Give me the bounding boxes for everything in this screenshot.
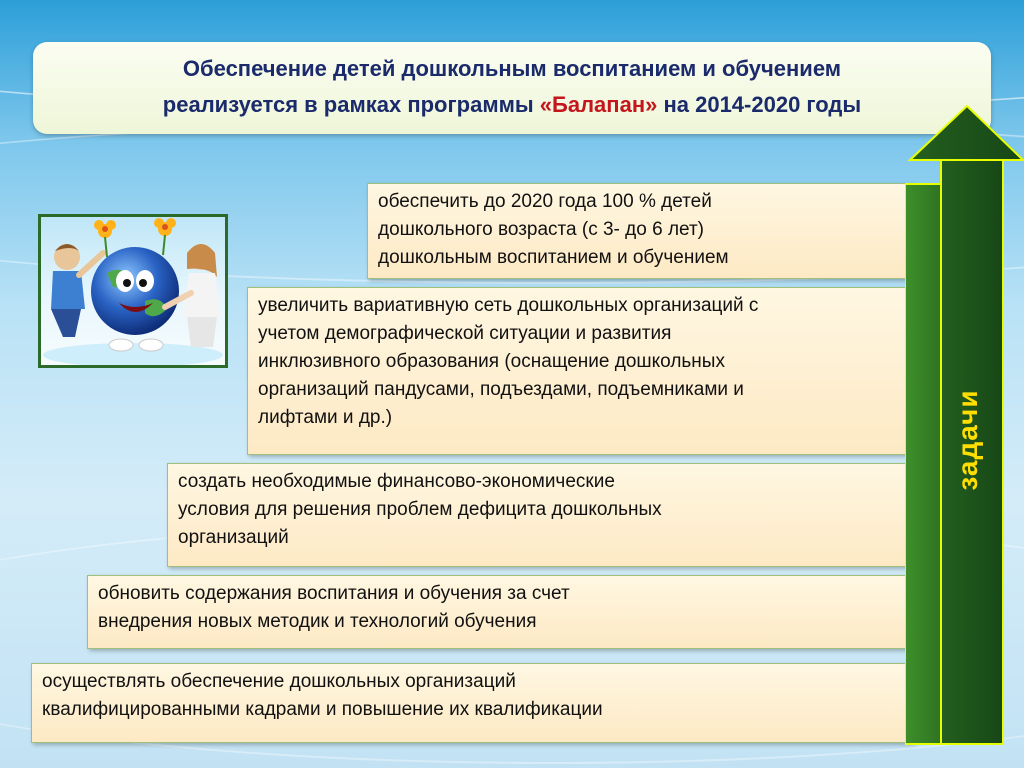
task-item-3: создать необходимые финансово-экономические условия для решения проблем дефицита дошкольных организаций — [167, 463, 913, 567]
task-item-5: осуществлять обеспечение дошкольных организаций квалифицированными кадрами и повышение их квалификации — [31, 663, 913, 743]
title-line-2-prefix: реализуется в рамках программы — [162, 92, 540, 117]
children-globe-illustration — [38, 214, 228, 368]
task-item-2: увеличить вариативную сеть дошкольных организаций с учетом демографической ситуации и развития инклюзивного образования (оснащение дошкольных организаций пандусами, подъездами, подъемниками и лифтами и др.) — [247, 287, 913, 455]
title-line-2-suffix: на 2014-2020 годы — [657, 92, 862, 117]
task-item-1: обеспечить до 2020 года 100 % детей дошкольного возраста (с 3- до 6 лет) дошкольным воспитанием и обучением — [367, 183, 913, 279]
task-item-4: обновить содержания воспитания и обучения за счет внедрения новых методик и технологий обучения — [87, 575, 913, 649]
title-line-2 — [33, 92, 991, 118]
slide-title — [33, 42, 991, 134]
program-name-highlight: «Балапан» — [539, 92, 658, 117]
tasks-arrow-label: задачи — [952, 389, 983, 491]
title-line-1: Обеспечение детей дошкольным воспитанием и обучением — [182, 56, 842, 81]
globe-illustration-icon — [41, 217, 225, 365]
